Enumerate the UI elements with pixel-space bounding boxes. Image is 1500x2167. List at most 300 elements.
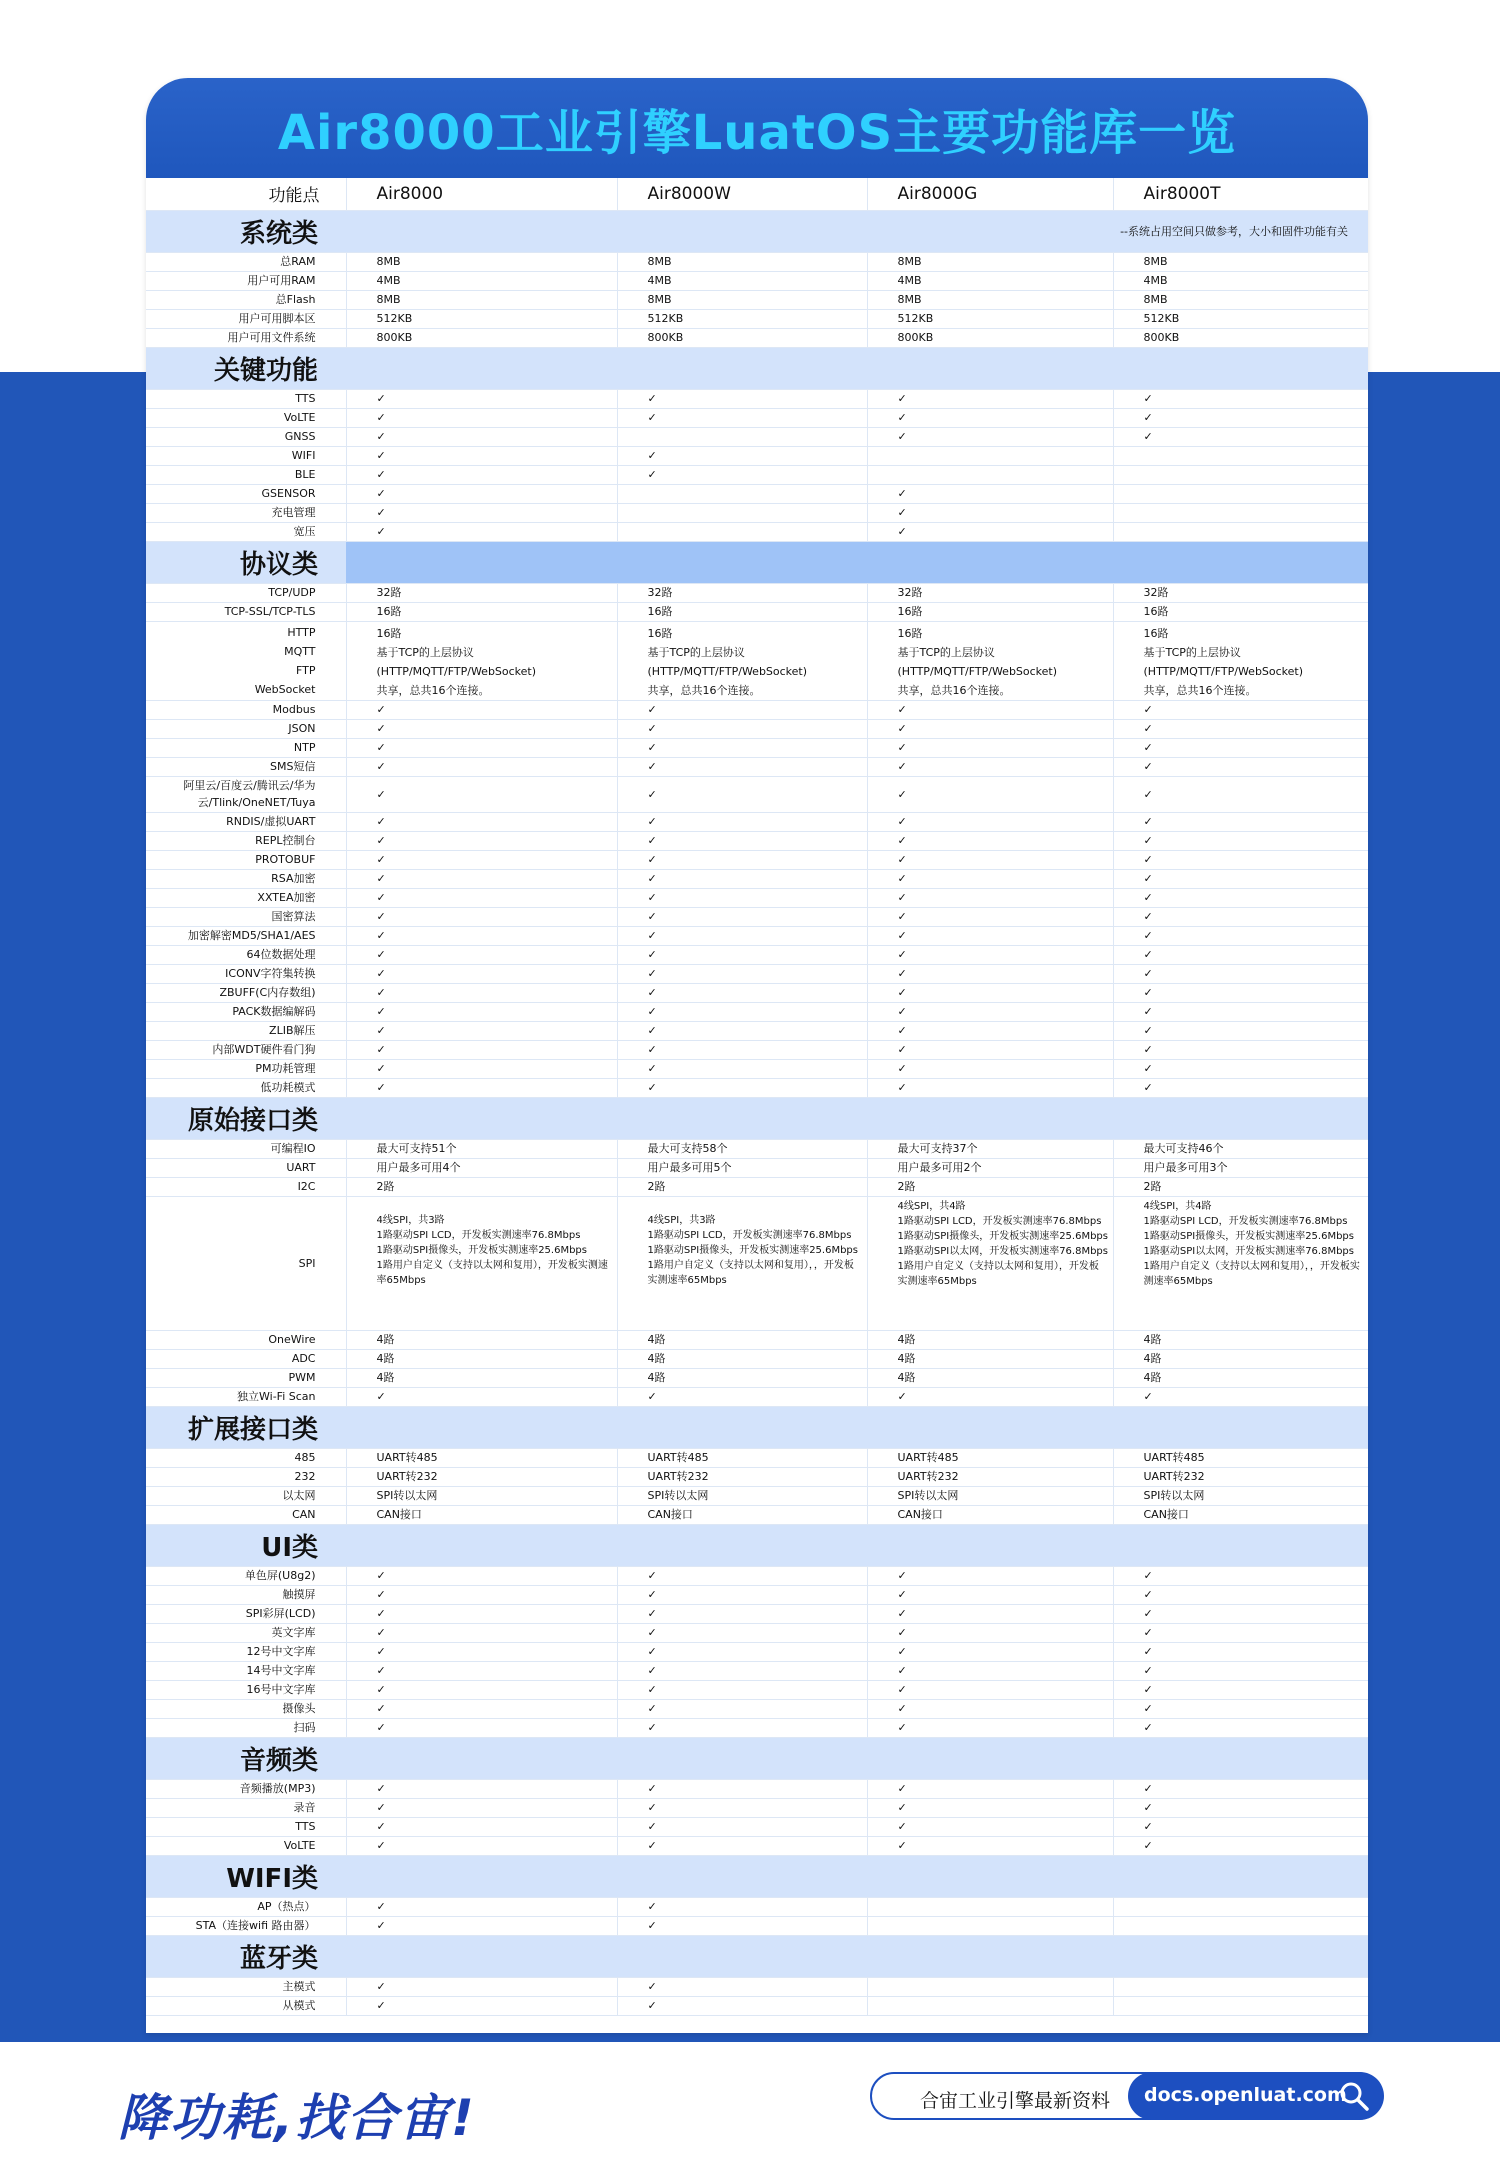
- column-header: Air8000W: [617, 178, 867, 210]
- check-cell: ✓: [867, 812, 1113, 831]
- value-cell: [867, 1196, 1113, 1330]
- table-row: [146, 1566, 1368, 1585]
- row-label: SPI彩屏(LCD): [146, 1604, 346, 1623]
- value-cell: [1113, 522, 1368, 541]
- value-cell: 8MB: [346, 252, 617, 271]
- check-cell: ✓: [1113, 1661, 1368, 1680]
- row-label: TTS: [146, 1817, 346, 1836]
- check-cell: ✓: [346, 1021, 617, 1040]
- check-cell: ✓: [346, 1817, 617, 1836]
- row-label: I2C: [146, 1177, 346, 1196]
- row-label: ICONV字符集转换: [146, 964, 346, 983]
- check-cell: ✓: [617, 1002, 867, 1021]
- check-cell: ✓: [346, 1623, 617, 1642]
- value-cell: [1113, 1996, 1368, 2015]
- check-cell: ✓: [346, 700, 617, 719]
- check-cell: ✓: [346, 1566, 617, 1585]
- table-row: [146, 1585, 1368, 1604]
- check-cell: ✓: [1113, 427, 1368, 446]
- check-cell: ✓: [867, 719, 1113, 738]
- check-cell: ✓: [617, 1817, 867, 1836]
- table-row: [146, 983, 1368, 1002]
- value-cell: [617, 522, 867, 541]
- check-cell: ✓: [867, 1779, 1113, 1798]
- value-cell: 800KB: [867, 328, 1113, 347]
- table-row: [146, 484, 1368, 503]
- check-cell: ✓: [1113, 812, 1368, 831]
- table-row: [146, 522, 1368, 541]
- row-label-group: [146, 621, 346, 700]
- row-label: PACK数据编解码: [146, 1002, 346, 1021]
- value-line: 1路驱动SPI摄像头，开发板实测速率25.6Mbps: [897, 1230, 1108, 1242]
- check-cell: ✓: [617, 1699, 867, 1718]
- table-row: [146, 1798, 1368, 1817]
- value-cell: 800KB: [617, 328, 867, 347]
- row-label: NTP: [146, 738, 346, 757]
- check-cell: ✓: [346, 446, 617, 465]
- check-cell: ✓: [346, 1977, 617, 1996]
- value-cell: 最大可支持58个: [617, 1139, 867, 1158]
- check-cell: ✓: [1113, 1566, 1368, 1585]
- table-row: [146, 1059, 1368, 1078]
- check-cell: ✓: [867, 1817, 1113, 1836]
- value-cell: 32路: [346, 583, 617, 602]
- check-cell: ✓: [617, 888, 867, 907]
- value-cell: [867, 1916, 1113, 1935]
- check-cell: ✓: [346, 484, 617, 503]
- value-line: 1路用户自定义（支持以太网和复用），开发板实测速率65Mbps: [376, 1259, 608, 1286]
- value-cell: UART转485: [1113, 1448, 1368, 1467]
- row-label: 触摸屏: [146, 1585, 346, 1604]
- check-cell: ✓: [867, 850, 1113, 869]
- check-cell: ✓: [867, 926, 1113, 945]
- check-cell: ✓: [867, 1585, 1113, 1604]
- docs-link-url-box[interactable]: [1128, 2072, 1384, 2120]
- docs-link[interactable]: [870, 2072, 1382, 2120]
- value-cell: 2路: [617, 1177, 867, 1196]
- table-row-spi: [146, 1196, 1368, 1330]
- value-line: 共享，总共16个连接。: [376, 683, 490, 697]
- value-cell: UART转485: [346, 1448, 617, 1467]
- check-cell: ✓: [867, 484, 1113, 503]
- value-cell: 8MB: [617, 290, 867, 309]
- table-row: [146, 945, 1368, 964]
- table-row: [146, 1387, 1368, 1406]
- value-line: 1路驱动SPI摄像头，开发板实测速率25.6Mbps: [376, 1244, 587, 1256]
- value-line: 16路: [376, 626, 402, 640]
- value-line: 1路驱动SPI摄像头，开发板实测速率25.6Mbps: [1143, 1230, 1354, 1242]
- check-cell: ✓: [346, 1387, 617, 1406]
- docs-link-url[interactable]: docs.openluat.com: [1144, 2084, 1347, 2106]
- value-cell: [617, 427, 867, 446]
- row-label: 内部WDT硬件看门狗: [146, 1040, 346, 1059]
- check-cell: ✓: [346, 465, 617, 484]
- check-cell: ✓: [867, 427, 1113, 446]
- table-row: [146, 1158, 1368, 1177]
- value-line: 基于TCP的上层协议: [1143, 645, 1241, 659]
- value-cell: [346, 621, 617, 700]
- check-cell: ✓: [617, 831, 867, 850]
- row-label: 用户可用RAM: [146, 271, 346, 290]
- row-label: SMS短信: [146, 757, 346, 776]
- value-line: 1路驱动SPI LCD，开发板实测速率76.8Mbps: [647, 1229, 852, 1241]
- column-header: Air8000: [346, 178, 617, 210]
- value-line: 共享，总共16个连接。: [647, 683, 761, 697]
- check-cell: ✓: [346, 1699, 617, 1718]
- section-note: [346, 347, 1368, 389]
- check-cell: ✓: [617, 869, 867, 888]
- value-line: 1路驱动SPI LCD，开发板实测速率76.8Mbps: [897, 1215, 1102, 1227]
- check-cell: ✓: [867, 945, 1113, 964]
- table-row: [146, 700, 1368, 719]
- row-label: 独立Wi-Fi Scan: [146, 1387, 346, 1406]
- value-cell: 2路: [346, 1177, 617, 1196]
- value-line: (HTTP/MQTT/FTP/WebSocket): [897, 664, 1058, 678]
- check-cell: ✓: [346, 850, 617, 869]
- card-header: [146, 78, 1368, 178]
- row-label: 14号中文字库: [146, 1661, 346, 1680]
- value-cell: 4路: [617, 1349, 867, 1368]
- table-row: [146, 1330, 1368, 1349]
- value-cell: SPI转以太网: [1113, 1486, 1368, 1505]
- value-line: (HTTP/MQTT/FTP/WebSocket): [376, 664, 537, 678]
- row-label: WebSocket: [254, 682, 316, 696]
- value-line: 1路用户自定义（支持以太网和复用），，开发板实测速率65Mbps: [647, 1259, 854, 1286]
- value-cell: 4路: [346, 1330, 617, 1349]
- table-row: [146, 1078, 1368, 1097]
- table-row: [146, 503, 1368, 522]
- value-line: 16路: [647, 626, 673, 640]
- check-cell: ✓: [867, 757, 1113, 776]
- table-row: [146, 446, 1368, 465]
- spec-table-body: [146, 178, 1368, 2015]
- value-line: 1路用户自定义（支持以太网和复用），，开发板实测速率65Mbps: [1143, 1260, 1360, 1287]
- check-cell: ✓: [617, 945, 867, 964]
- check-cell: ✓: [1113, 1836, 1368, 1855]
- value-cell: [1113, 1897, 1368, 1916]
- value-cell: 16路: [346, 602, 617, 621]
- section-header: [146, 1406, 1368, 1448]
- check-cell: ✓: [346, 389, 617, 408]
- check-cell: ✓: [867, 983, 1113, 1002]
- check-cell: ✓: [346, 1040, 617, 1059]
- row-label: 可编程IO: [146, 1139, 346, 1158]
- table-row: [146, 1718, 1368, 1737]
- check-cell: ✓: [1113, 389, 1368, 408]
- table-row: [146, 869, 1368, 888]
- section-header: [146, 347, 1368, 389]
- table-row: [146, 719, 1368, 738]
- check-cell: ✓: [617, 1996, 867, 2015]
- value-line: 共享，总共16个连接。: [897, 683, 1011, 697]
- value-cell: [1113, 1196, 1368, 1330]
- table-row: [146, 850, 1368, 869]
- check-cell: ✓: [867, 1798, 1113, 1817]
- value-cell: [867, 1897, 1113, 1916]
- check-cell: ✓: [617, 1836, 867, 1855]
- value-cell: 用户最多可用2个: [867, 1158, 1113, 1177]
- check-cell: ✓: [346, 503, 617, 522]
- value-line: (HTTP/MQTT/FTP/WebSocket): [647, 664, 808, 678]
- check-cell: ✓: [1113, 1699, 1368, 1718]
- row-label: 用户可用文件系统: [146, 328, 346, 347]
- search-icon[interactable]: [1338, 2080, 1370, 2112]
- check-cell: ✓: [346, 719, 617, 738]
- check-cell: ✓: [346, 926, 617, 945]
- table-row: [146, 1467, 1368, 1486]
- value-line: 4线SPI，共3路: [376, 1214, 445, 1226]
- row-label: ZLIB解压: [146, 1021, 346, 1040]
- check-cell: ✓: [867, 408, 1113, 427]
- check-cell: ✓: [346, 1078, 617, 1097]
- check-cell: ✓: [346, 1059, 617, 1078]
- table-row: [146, 1836, 1368, 1855]
- section-note: --系统占用空间只做参考，大小和固件功能有关: [346, 210, 1368, 252]
- check-cell: ✓: [617, 1642, 867, 1661]
- check-cell: ✓: [617, 1977, 867, 1996]
- value-cell: SPI转以太网: [867, 1486, 1113, 1505]
- check-cell: ✓: [1113, 738, 1368, 757]
- row-label: Modbus: [146, 700, 346, 719]
- check-cell: ✓: [1113, 1387, 1368, 1406]
- check-cell: ✓: [867, 1836, 1113, 1855]
- table-row: [146, 1977, 1368, 1996]
- section-title: 系统类: [146, 210, 346, 252]
- table-row: [146, 1996, 1368, 2015]
- value-cell: [1113, 446, 1368, 465]
- value-cell: 8MB: [1113, 290, 1368, 309]
- value-cell: [346, 1196, 617, 1330]
- table-row: [146, 1021, 1368, 1040]
- value-line: 1路驱动SPI以太网，开发板实测速率76.8Mbps: [1143, 1245, 1354, 1257]
- row-label: 充电管理: [146, 503, 346, 522]
- check-cell: ✓: [617, 907, 867, 926]
- check-cell: ✓: [617, 1078, 867, 1097]
- check-cell: ✓: [617, 1059, 867, 1078]
- row-label: UART: [146, 1158, 346, 1177]
- row-label: VoLTE: [146, 408, 346, 427]
- value-line: 基于TCP的上层协议: [647, 645, 745, 659]
- footer: [0, 2042, 1500, 2167]
- value-cell: UART转485: [867, 1448, 1113, 1467]
- table-row: [146, 583, 1368, 602]
- value-cell: 8MB: [867, 252, 1113, 271]
- check-cell: ✓: [617, 757, 867, 776]
- table-row: [146, 1040, 1368, 1059]
- table-row: [146, 1642, 1368, 1661]
- value-cell: 8MB: [1113, 252, 1368, 271]
- value-cell: 4路: [1113, 1349, 1368, 1368]
- column-header-row: [146, 178, 1368, 210]
- row-label: FTP: [296, 663, 316, 677]
- check-cell: ✓: [1113, 926, 1368, 945]
- row-label: TTS: [146, 389, 346, 408]
- table-row: [146, 1139, 1368, 1158]
- check-cell: ✓: [1113, 1817, 1368, 1836]
- table-row: [146, 1002, 1368, 1021]
- row-label: 16号中文字库: [146, 1680, 346, 1699]
- check-cell: ✓: [867, 1566, 1113, 1585]
- table-row: [146, 1505, 1368, 1524]
- value-line: 共享，总共16个连接。: [1143, 683, 1257, 697]
- row-label: SPI: [146, 1196, 346, 1330]
- check-cell: ✓: [1113, 1623, 1368, 1642]
- table-row: [146, 271, 1368, 290]
- table-row: [146, 888, 1368, 907]
- row-label: 阿里云/百度云/腾讯云/华为云/Tlink/OneNET/Tuya: [146, 776, 346, 812]
- table-row: [146, 1779, 1368, 1798]
- check-cell: ✓: [617, 926, 867, 945]
- value-cell: [617, 1196, 867, 1330]
- check-cell: ✓: [1113, 983, 1368, 1002]
- table-row: [146, 465, 1368, 484]
- row-label: GNSS: [146, 427, 346, 446]
- value-cell: 最大可支持37个: [867, 1139, 1113, 1158]
- check-cell: ✓: [867, 869, 1113, 888]
- check-cell: ✓: [617, 719, 867, 738]
- check-cell: ✓: [617, 1040, 867, 1059]
- row-label: 国密算法: [146, 907, 346, 926]
- check-cell: ✓: [1113, 1604, 1368, 1623]
- table-row: [146, 776, 1368, 812]
- table-row: [146, 427, 1368, 446]
- value-cell: 800KB: [1113, 328, 1368, 347]
- docs-link-caption: 合宙工业引擎最新资料: [920, 2090, 1111, 2112]
- value-cell: 512KB: [867, 309, 1113, 328]
- table-row: [146, 1680, 1368, 1699]
- value-cell: 用户最多可用4个: [346, 1158, 617, 1177]
- check-cell: ✓: [346, 1604, 617, 1623]
- table-row: [146, 252, 1368, 271]
- row-label: RSA加密: [146, 869, 346, 888]
- section-header: [146, 1524, 1368, 1566]
- value-cell: [867, 621, 1113, 700]
- row-label: VoLTE: [146, 1836, 346, 1855]
- check-cell: ✓: [1113, 1040, 1368, 1059]
- table-row: [146, 290, 1368, 309]
- value-cell: 8MB: [867, 290, 1113, 309]
- table-row: [146, 1623, 1368, 1642]
- value-cell: 4MB: [867, 271, 1113, 290]
- check-cell: ✓: [617, 964, 867, 983]
- row-label: AP（热点）: [146, 1897, 346, 1916]
- table-row: [146, 1897, 1368, 1916]
- value-cell: 4MB: [1113, 271, 1368, 290]
- check-cell: ✓: [617, 1387, 867, 1406]
- check-cell: ✓: [1113, 831, 1368, 850]
- row-label: MQTT: [284, 644, 316, 658]
- check-cell: ✓: [617, 776, 867, 812]
- row-label: WIFI: [146, 446, 346, 465]
- check-cell: ✓: [617, 812, 867, 831]
- table-row: [146, 1916, 1368, 1935]
- table-row: [146, 602, 1368, 621]
- check-cell: ✓: [617, 389, 867, 408]
- value-cell: SPI转以太网: [617, 1486, 867, 1505]
- check-cell: ✓: [617, 1897, 867, 1916]
- table-row: [146, 907, 1368, 926]
- check-cell: ✓: [867, 1604, 1113, 1623]
- table-row: [146, 926, 1368, 945]
- row-label: 低功耗模式: [146, 1078, 346, 1097]
- check-cell: ✓: [1113, 1078, 1368, 1097]
- check-cell: ✓: [617, 1916, 867, 1935]
- value-cell: 2路: [867, 1177, 1113, 1196]
- check-cell: ✓: [1113, 869, 1368, 888]
- value-cell: 4路: [346, 1368, 617, 1387]
- value-line: 4线SPI，共4路: [1143, 1200, 1212, 1212]
- check-cell: ✓: [1113, 850, 1368, 869]
- table-row: [146, 1486, 1368, 1505]
- check-cell: ✓: [867, 1021, 1113, 1040]
- check-cell: ✓: [1113, 719, 1368, 738]
- check-cell: ✓: [617, 1623, 867, 1642]
- value-cell: 32路: [867, 583, 1113, 602]
- section-header: [146, 1935, 1368, 1977]
- value-cell: CAN接口: [1113, 1505, 1368, 1524]
- check-cell: ✓: [1113, 1002, 1368, 1021]
- value-cell: 用户最多可用5个: [617, 1158, 867, 1177]
- column-header: Air8000T: [1113, 178, 1368, 210]
- value-cell: [867, 446, 1113, 465]
- check-cell: ✓: [346, 964, 617, 983]
- check-cell: ✓: [617, 1798, 867, 1817]
- table-row: [146, 309, 1368, 328]
- value-cell: 4路: [617, 1330, 867, 1349]
- value-cell: 4路: [1113, 1368, 1368, 1387]
- value-cell: 32路: [617, 583, 867, 602]
- value-cell: UART转232: [867, 1467, 1113, 1486]
- table-row: [146, 408, 1368, 427]
- row-label: STA（连接wifi 路由器）: [146, 1916, 346, 1935]
- section-title: WIFI类: [146, 1855, 346, 1897]
- check-cell: ✓: [346, 408, 617, 427]
- value-cell: 512KB: [1113, 309, 1368, 328]
- row-label: 音频播放(MP3): [146, 1779, 346, 1798]
- check-cell: ✓: [1113, 1059, 1368, 1078]
- check-cell: ✓: [346, 1642, 617, 1661]
- check-cell: ✓: [346, 812, 617, 831]
- check-cell: ✓: [617, 1779, 867, 1798]
- value-cell: [1113, 621, 1368, 700]
- section-title: 蓝牙类: [146, 1935, 346, 1977]
- value-cell: 800KB: [346, 328, 617, 347]
- section-note: [346, 1935, 1368, 1977]
- check-cell: ✓: [346, 1680, 617, 1699]
- check-cell: ✓: [867, 700, 1113, 719]
- check-cell: ✓: [867, 831, 1113, 850]
- check-cell: ✓: [617, 983, 867, 1002]
- row-label: 从模式: [146, 1996, 346, 2015]
- check-cell: ✓: [617, 1585, 867, 1604]
- table-row: [146, 328, 1368, 347]
- value-cell: [1113, 484, 1368, 503]
- value-cell: 4路: [617, 1368, 867, 1387]
- row-label: ZBUFF(C内存数组): [146, 983, 346, 1002]
- check-cell: ✓: [346, 757, 617, 776]
- check-cell: ✓: [346, 1996, 617, 2015]
- value-cell: [1113, 1916, 1368, 1935]
- table-row: [146, 1661, 1368, 1680]
- row-label: PWM: [146, 1368, 346, 1387]
- row-label: 用户可用脚本区: [146, 309, 346, 328]
- row-label: 单色屏(U8g2): [146, 1566, 346, 1585]
- check-cell: ✓: [346, 1897, 617, 1916]
- row-label: 总Flash: [146, 290, 346, 309]
- check-cell: ✓: [1113, 907, 1368, 926]
- row-label: 232: [146, 1467, 346, 1486]
- spec-card: [146, 78, 1368, 2033]
